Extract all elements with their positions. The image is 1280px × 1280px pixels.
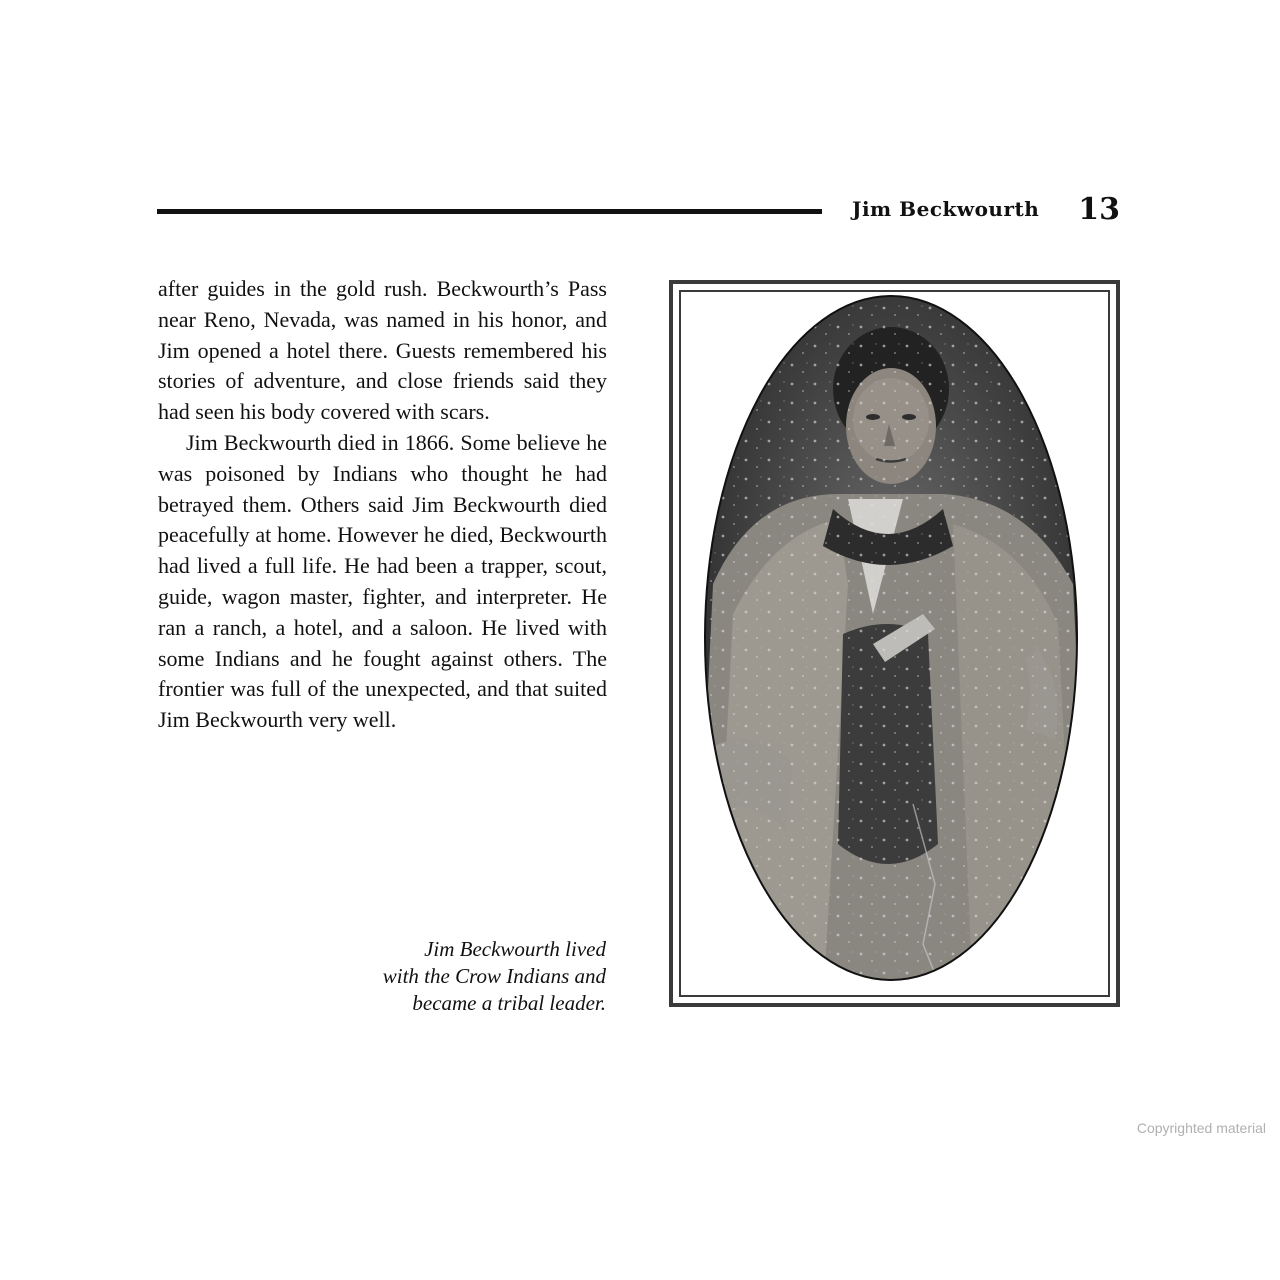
paragraph-2: Jim Beckwourth died in 1866. Some believe he was poisoned by Indians who thought he had betrayed them. Others said Jim Beckwourth died peacefully at home. However he died, Beckwourth had lived a full life. He had been a trapper, scout, guide, wagon master, fighter, and interpreter. He ran a ranch, a hotel, and a saloon. He lived with some Indians and he fought against others. The frontier was full of the unexpected, and that suited Jim Beckwourth very well. xyxy=(158,429,607,733)
body-text xyxy=(158,274,607,736)
caption-line-3: became a tribal leader. xyxy=(412,991,606,1015)
paragraph-1: after guides in the gold rush. Beckwourth’s Pass near Reno, Nevada, was named in his honor, and Jim opened a hotel there. Guests remembered his stories of adventure, and close friends said they had seen his body covered with scars. xyxy=(158,276,607,425)
running-head xyxy=(852,192,1120,226)
portrait-photo xyxy=(673,284,1116,1003)
running-title: Jim Beckwourth xyxy=(852,197,1040,221)
page-number: 13 xyxy=(1078,191,1120,227)
caption-line-2: with the Crow Indians and xyxy=(382,964,606,988)
header-rule xyxy=(157,209,822,214)
portrait-image xyxy=(673,284,1116,1003)
copyright-notice: Copyrighted material xyxy=(1136,1120,1266,1136)
photo-caption xyxy=(330,936,606,1017)
photo-frame xyxy=(669,280,1120,1007)
caption-line-1: Jim Beckwourth lived xyxy=(424,937,606,961)
